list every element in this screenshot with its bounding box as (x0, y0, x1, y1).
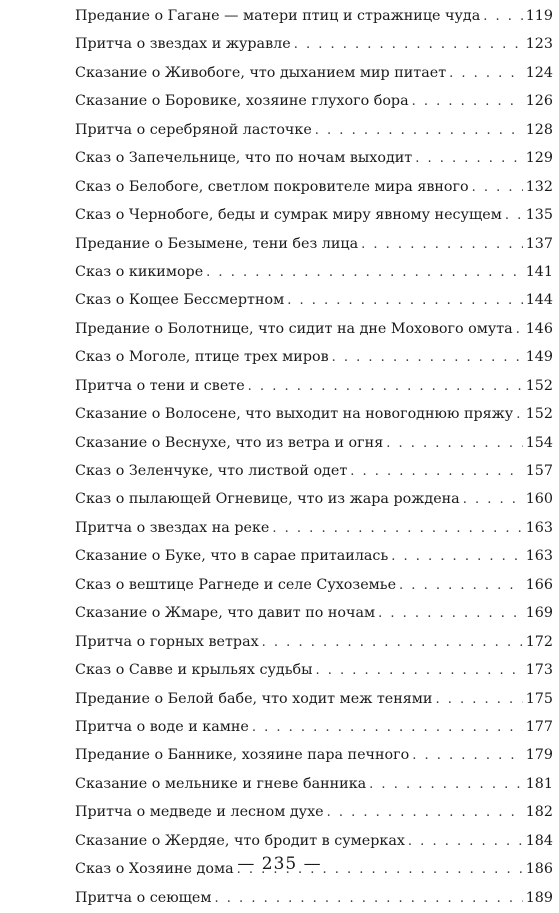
entry-page-number: 152 (525, 406, 553, 423)
entry-page-number: 169 (525, 605, 553, 622)
entry-title: Притча о сеющем (75, 889, 212, 906)
entry-title: Сказ о пылающей Огневице, что из жара рождена (75, 491, 460, 508)
entry-page-number: 172 (525, 633, 553, 650)
entry-page-number: 137 (525, 235, 553, 252)
dot-leader (252, 714, 523, 742)
dot-leader (449, 60, 523, 88)
dot-leader (463, 486, 523, 514)
entry-page-number: 177 (525, 718, 553, 735)
toc-entry (75, 87, 553, 115)
entry-title: Предание о Болотнице, что сидит на дне Мохового омута (75, 320, 513, 337)
entry-title: Сказание о Жмаре, что давит по ночам (75, 605, 376, 622)
entry-page-number: 179 (525, 747, 553, 764)
entry-title: Притча о медведе и лесном духе (75, 804, 324, 821)
entry-title: Сказ о Савве и крыльях судьбы (75, 662, 313, 679)
table-of-contents (75, 2, 553, 912)
dot-leader (361, 231, 523, 259)
dot-leader (412, 88, 523, 116)
toc-entry (75, 628, 553, 656)
entry-title: Сказание о мельнике и гневе банника (75, 775, 367, 792)
toc-entry (75, 230, 553, 258)
entry-title: Сказание о Живобоге, что дыханием мир питает (75, 64, 447, 81)
toc-entry (75, 429, 553, 457)
dot-leader (516, 316, 523, 344)
toc-entry (75, 258, 553, 286)
dot-leader (399, 572, 523, 600)
toc-entry (75, 30, 553, 58)
entry-title: Притча о серебряной ласточке (75, 121, 312, 138)
toc-entry (75, 685, 553, 713)
dot-leader (215, 885, 523, 913)
dot-leader (294, 31, 523, 59)
entry-page-number: 175 (525, 690, 553, 707)
entry-title: Предание о Безымене, тени без лица (75, 235, 359, 252)
entry-page-number: 163 (525, 548, 553, 565)
entry-page-number: 124 (525, 64, 553, 81)
toc-entry (75, 571, 553, 599)
dot-leader (408, 828, 523, 856)
entry-title: Сказ о Чернобоге, беды и сумрак миру явному несущем (75, 207, 502, 224)
entry-title: Предание о Белой бабе, что ходит меж тенями (75, 690, 433, 707)
dot-leader (391, 543, 522, 571)
page-number: — 235 — (237, 854, 322, 874)
dot-leader (516, 401, 522, 429)
entry-title: Сказание о Боровике, хозяине глухого бора (75, 93, 409, 110)
entry-page-number: 123 (525, 36, 553, 53)
toc-entry (75, 514, 553, 542)
entry-title: Сказ о Кощее Бессмертном (75, 292, 285, 309)
toc-entry (75, 343, 553, 371)
entry-page-number: 166 (525, 576, 553, 593)
entry-page-number: 186 (525, 861, 553, 878)
toc-entry (75, 884, 553, 912)
toc-entry (75, 286, 553, 314)
entry-title: Сказание о Волосене, что выходит на новогоднюю пряжу (75, 406, 514, 423)
dot-leader (369, 771, 523, 799)
dot-leader (378, 600, 523, 628)
entry-title: Сказ о Запечельнице, что по ночам выходит (75, 150, 413, 167)
entry-page-number: 135 (525, 207, 553, 224)
entry-page-number: 129 (525, 150, 553, 167)
toc-entry (75, 400, 553, 428)
toc-entry (75, 770, 553, 798)
entry-title: Притча о звездах и журавле (75, 36, 291, 53)
dot-leader (332, 344, 523, 372)
entry-title: Сказ о Белобоге, светлом покровителе мира явного (75, 178, 469, 195)
entry-page-number: 146 (525, 320, 553, 337)
entry-title: Сказание о Буке, что в сарае притаилась (75, 548, 389, 565)
entry-title: Предание о Гагане — матери птиц и стражнице чуда (75, 8, 481, 24)
dot-leader (472, 174, 523, 202)
toc-entry (75, 827, 553, 855)
toc-entry (75, 713, 553, 741)
entry-page-number: 157 (525, 463, 553, 479)
entry-page-number: 189 (525, 889, 553, 906)
toc-entry (75, 372, 553, 400)
dot-leader (315, 117, 523, 145)
dot-leader (327, 799, 523, 827)
toc-entry (75, 741, 553, 769)
toc-entry (75, 599, 553, 627)
entry-title: Сказание о Жердяе, что бродит в сумерках (75, 832, 405, 849)
entry-page-number: 119 (525, 8, 553, 24)
entry-page-number: 128 (525, 121, 553, 138)
dot-leader (248, 373, 523, 401)
toc-entry (75, 2, 553, 30)
toc-entry (75, 144, 553, 172)
entry-page-number: 141 (525, 263, 553, 280)
entry-page-number: 160 (525, 491, 553, 508)
entry-title: Сказ о кикиморе (75, 263, 204, 280)
dot-leader (350, 458, 522, 486)
dot-leader (272, 515, 522, 543)
entry-page-number: 126 (525, 93, 553, 110)
toc-entry (75, 656, 553, 684)
entry-page-number: 149 (525, 349, 553, 366)
dot-leader (435, 686, 522, 714)
dot-leader (415, 145, 522, 173)
entry-title: Сказ о Зеленчуке, что листвой одет (75, 463, 348, 479)
entry-page-number: 173 (525, 662, 553, 679)
toc-entry (75, 173, 553, 201)
dot-leader (315, 657, 522, 685)
entry-page-number: 144 (525, 292, 553, 309)
entry-title: Сказ о Хозяине дома (75, 861, 234, 878)
toc-entry (75, 798, 553, 826)
dot-leader (483, 3, 522, 31)
entry-page-number: 132 (525, 178, 553, 195)
dot-leader (206, 259, 523, 287)
dot-leader (412, 742, 522, 770)
toc-entry (75, 116, 553, 144)
entry-title: Притча о воде и камне (75, 718, 249, 735)
dot-leader (505, 202, 523, 230)
dot-leader (287, 287, 522, 315)
entry-title: Притча о звездах на реке (75, 519, 270, 536)
entry-page-number: 184 (525, 832, 553, 849)
dot-leader (386, 430, 522, 458)
toc-entry (75, 542, 553, 570)
dot-leader (262, 629, 523, 657)
entry-title: Сказ о вештице Рагнеде и селе Сухоземье (75, 576, 397, 593)
entry-page-number: 181 (525, 775, 553, 792)
toc-entry (75, 201, 553, 229)
entry-title: Притча о горных ветрах (75, 633, 259, 650)
entry-title: Сказание о Веснухе, что из ветра и огня (75, 434, 384, 451)
entry-title: Предание о Баннике, хозяине пара печного (75, 747, 410, 764)
toc-entry (75, 485, 553, 513)
toc-entry (75, 457, 553, 485)
entry-page-number: 152 (525, 377, 553, 394)
entry-title: Сказ о Моголе, птице трех миров (75, 349, 329, 366)
entry-page-number: 163 (525, 519, 553, 536)
toc-entry (75, 59, 553, 87)
entry-title: Притча о тени и свете (75, 377, 245, 394)
entry-page-number: 182 (525, 804, 553, 821)
toc-entry (75, 315, 553, 343)
entry-page-number: 154 (525, 434, 553, 451)
